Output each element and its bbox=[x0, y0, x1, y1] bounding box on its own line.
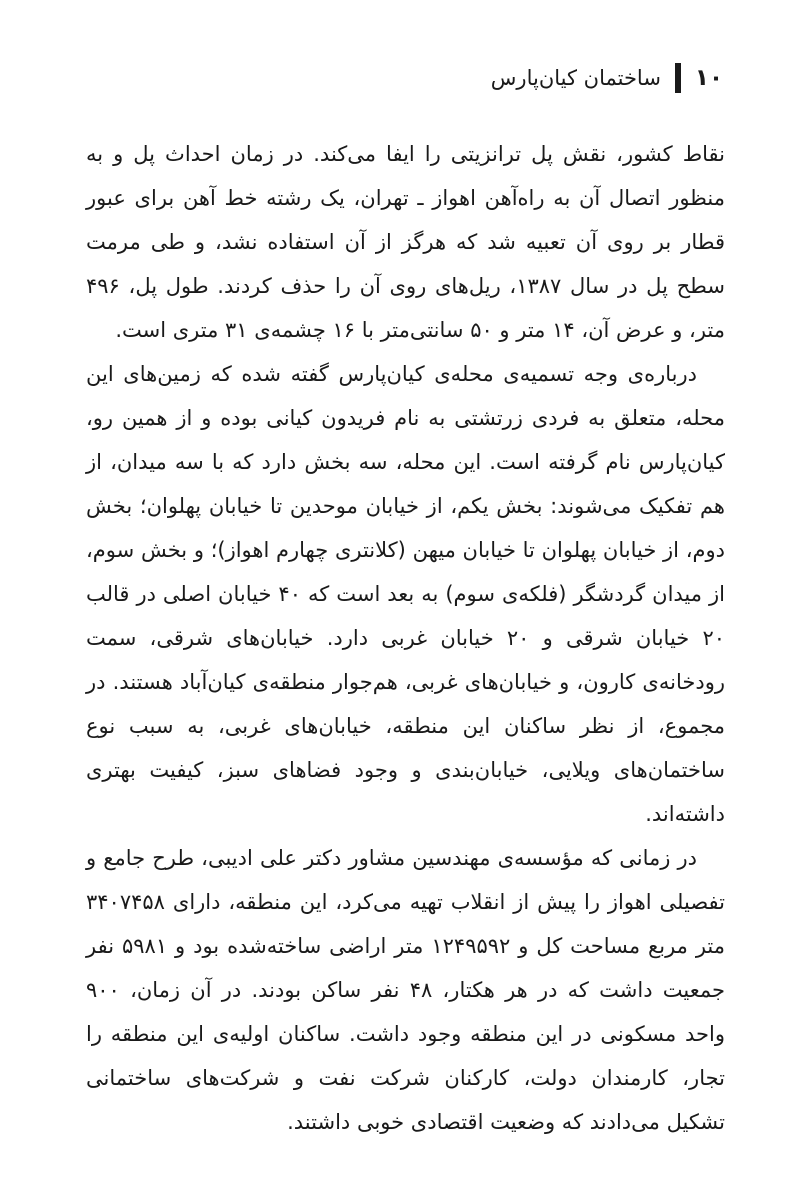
paragraph-3: در زمانی که مؤسسه‌ی مهندسین مشاور دکتر علی ادیبی، طرح جامع و تفصیلی اهواز را پیش از انقلاب تهیه می‌کرد، این منطقه، دارای ۳۴۰۷۴۵۸ متر مربع مساحت کل و ۱۲۴۹۵۹۲ متر اراضی ساخته‌شده بود و ۵۹۸۱ نفر جمعیت داشت که در هر هکتار، ۴۸ نفر ساکن بودند. در آن زمان، ۹۰۰ واحد مسکونی در این منطقه وجود داشت. ساکنان اولیه‌ی این منطقه را تجار، کارمندان دولت، کارکنان شرکت نفت و شرکت‌های ساختمانی تشکیل می‌دادند که وضعیت اقتصادی خوبی داشتند. bbox=[86, 846, 726, 1134]
page-number: ۱۰ bbox=[694, 65, 723, 91]
header-divider bbox=[675, 63, 681, 93]
paragraph-2: درباره‌ی وجه تسمیه‌ی محله‌ی کیان‌پارس گفته شده که زمین‌های این محله، متعلق به فردی زرتشتی به نام فریدون کیانی بوده و از همین رو، کیان‌پارس نام گرفته است. این محله، سه بخش دارد که با سه میدان، از هم تفکیک می‌شوند: بخش یکم، از خیابان موحدین تا خیابان پهلوان؛ بخش دوم، از خیابان پهلوان تا خیابان میهن (کلانتری چهارم اهواز)؛ و بخش سوم، از میدان گردشگر (فلکه‌ی سوم) به بعد است که ۴۰ خیابان اصلی در قالب ۲۰ خیابان شرقی و ۲۰ خیابان غربی دارد. خیابان‌های شرقی، سمت رودخانه‌ی کارون، و خیابان‌های غربی، هم‌جوار منطقه‌ی کیان‌آباد هستند. در مجموع، از نظر ساکنان این منطقه، خیابان‌های غربی، به سبب نوع ساختمان‌های ویلایی، خیابان‌بندی و وجود فضاهای سبز، کیفیت بهتری داشته‌اند. bbox=[86, 362, 726, 826]
running-header-title: ساختمان کیان‌پارس bbox=[490, 66, 661, 90]
paragraph-1: نقاط کشور، نقش پل ترانزیتی را ایفا می‌کند. در زمان احداث پل و به منظور اتصال آن به راه‌آهن اهواز ـ تهران، یک رشته خط آهن برای عبور قطار بر روی آن تعبیه شد که هرگز از آن استفاده نشد، و طی مرمت سطح پل در سال ۱۳۸۷، ریل‌های روی آن را حذف کردند. طول پل، ۴۹۶ متر، و عرض آن، ۱۴ متر و ۵۰ سانتی‌متر با ۱۶ چشمه‌ی ۳۱ متری است. bbox=[86, 142, 725, 342]
body-text bbox=[86, 132, 725, 1144]
running-header bbox=[491, 58, 723, 98]
